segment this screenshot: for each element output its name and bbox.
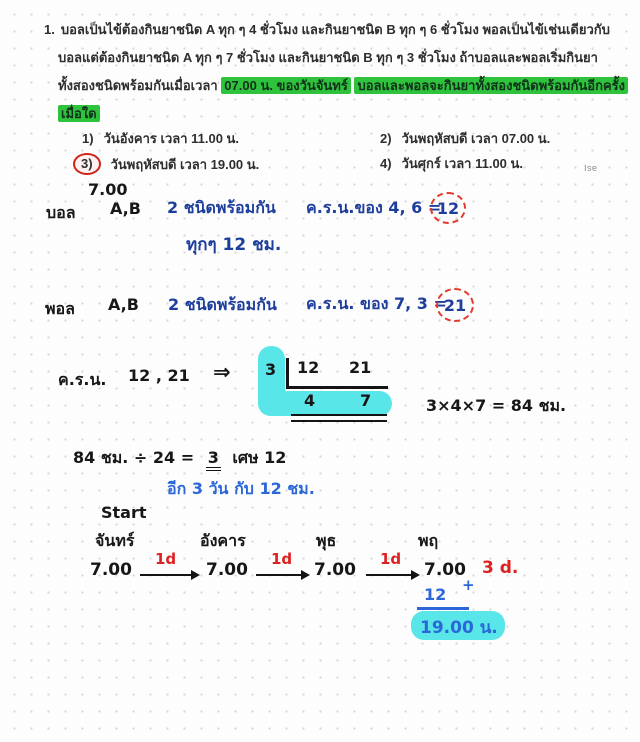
division-quotient: 3 [206, 448, 221, 471]
timeline-time-4: 7.00 [424, 560, 466, 580]
answer-circle [73, 153, 101, 175]
timeline-day-1: จันทร์ [95, 531, 135, 550]
problem-line-4 [44, 100, 619, 128]
paul-meds: A,B [108, 295, 139, 314]
choice-text: วันอังคาร เวลา 11.00 น. [103, 131, 240, 146]
ball-note: 2 ชนิดพร้อมกัน [167, 198, 276, 217]
highlighted-text: บอลและพอลจะกินยาทั้งสองชนิดพร้อมกันอีกครั้ง [354, 77, 628, 94]
double-rule [291, 414, 387, 422]
arrow-icon [140, 574, 198, 576]
choice-number: 4) [380, 156, 392, 171]
division-conclusion: อีก 3 วัน กับ 12 ชม. [167, 479, 315, 498]
problem-line-2: บอลแต่ต้องกินยาชนิด A ทุก ๆ 7 ชั่วโมง และกินยาชนิด B ทุก ๆ 3 ชั่วโมง ถ้าบอลและพอลเริ่มกินยา [58, 50, 598, 65]
problem-statement [44, 16, 625, 128]
timeline-step-1: 1d [155, 550, 177, 568]
timeline-time-1: 7.00 [90, 560, 132, 580]
choice-3-selected [82, 153, 259, 175]
watermark: Ise [584, 163, 598, 173]
lcm-label: ค.ร.น. [58, 370, 107, 389]
arrow-icon [366, 574, 418, 576]
paul-lcm-circle [436, 288, 474, 322]
ball-lcm-label: ค.ร.น.ของ 4, 6 = [306, 198, 442, 217]
added-hours: 12 [424, 585, 447, 604]
paul-lcm-label: ค.ร.น. ของ 7, 3 = [306, 294, 447, 313]
timeline-start-label: Start [101, 503, 147, 522]
paul-lcm-value: 21 [443, 295, 467, 315]
timeline-step-2: 1d [271, 550, 293, 568]
division-left: 84 ชม. ÷ 24 = [73, 448, 195, 467]
timeline-day-3: พุธ [316, 531, 337, 550]
lcm-numbers: 12 , 21 [128, 366, 190, 385]
choice-number: 3) [81, 156, 93, 171]
choice-text: วันศุกร์ เวลา 11.00 น. [401, 156, 524, 171]
arrow-icon [256, 574, 308, 576]
problem-line-1 [44, 16, 619, 44]
choice-text: วันพฤหัสบดี เวลา 07.00 น. [401, 131, 551, 146]
timeline-time-2: 7.00 [206, 560, 248, 580]
timeline-step-3: 1d [380, 550, 402, 568]
timeline-day-4: พฤ [418, 531, 439, 550]
double-arrow-icon: ⇒ [213, 360, 231, 384]
ball-meds: A,B [110, 199, 141, 218]
paul-note: 2 ชนิดพร้อมกัน [168, 295, 277, 314]
lcm-product: 3×4×7 = 84 ชม. [426, 396, 567, 415]
highlighted-text: เมื่อใด [58, 105, 100, 122]
ball-lcm-value: 12 [436, 198, 460, 218]
extra-days: 3 d. [482, 558, 519, 578]
paul-name: พอล [45, 299, 75, 318]
lcm-dividend-1: 12 [297, 358, 320, 377]
problem-text: บอลเป็นไข้ต้องกินยาชนิด A ทุก ๆ 4 ชั่วโมง และกินยาชนิด B ทุก ๆ 6 ชั่วโมง พอลเป็นไข้เช่นเดียวกับ [60, 22, 610, 37]
division-remainder: เศษ 12 [232, 448, 287, 467]
cyan-highlight-horizontal [258, 391, 392, 416]
division-bracket-horizontal [286, 386, 388, 389]
highlighted-text: 07.00 น. ของวันจันทร์ [221, 77, 351, 94]
timeline-day-2: อังคาร [200, 531, 246, 550]
ball-lcm-circle [430, 192, 466, 224]
lcm-quotient-2: 7 [360, 391, 372, 410]
ball-start-time: 7.00 [88, 180, 128, 199]
final-answer: 19.00 น. [420, 618, 498, 638]
plus-sign: + [462, 576, 475, 594]
choice-4 [380, 153, 523, 174]
timeline-time-3: 7.00 [314, 560, 356, 580]
choice-text: วันพฤหัสบดี เวลา 19.00 น. [110, 156, 260, 172]
ball-name: บอล [46, 203, 76, 222]
choice-1 [82, 128, 239, 149]
lcm-divisor: 3 [265, 360, 277, 379]
question-number: 1. [44, 22, 55, 37]
choice-number: 1) [82, 131, 94, 146]
problem-line-3 [44, 72, 625, 100]
choice-number: 2) [380, 131, 392, 146]
division-row [73, 446, 286, 471]
ball-every: ทุกๆ 12 ชม. [186, 235, 282, 255]
choice-2 [380, 128, 550, 149]
division-bracket-vertical [286, 358, 289, 386]
blue-underline [417, 607, 469, 610]
problem-text: ทั้งสองชนิดพร้อมกันเมื่อเวลา [58, 78, 222, 93]
lcm-quotient-1: 4 [304, 391, 316, 410]
lcm-dividend-2: 21 [349, 358, 372, 377]
